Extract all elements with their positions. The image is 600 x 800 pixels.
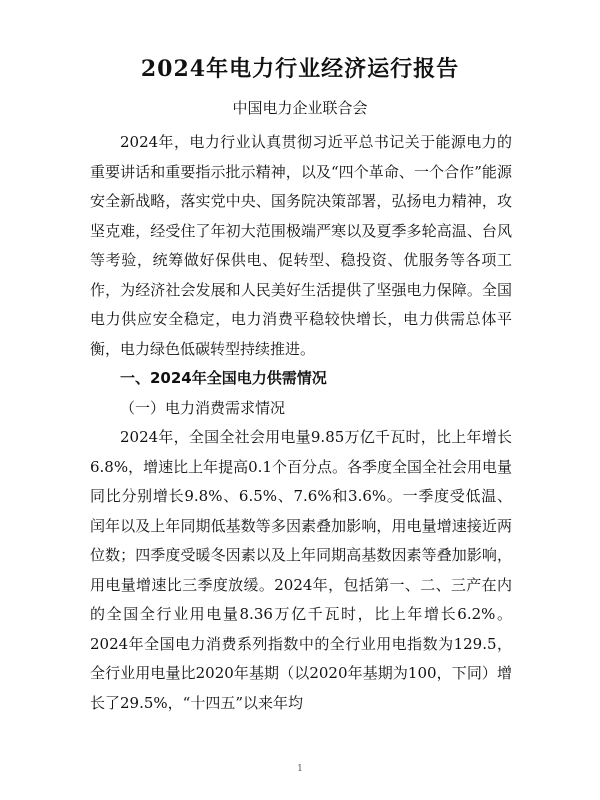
document-organization: 中国电力企业联合会: [232, 99, 368, 117]
consumption-paragraph: 2024年，全国全社会用电量9.85万亿千瓦时，比上年增长6.8%，增速比上年提高0.1个百分点。各季度全国全社会用电量同比分别增长9.8%、6.5%、7.6%和3.6%。一季度受低温、闰年以及上年同期低基数等多因素叠加影响，用电量增速接近两位数；四季度受暖冬因素以及上年同期高基数因素等叠加影响，用电量增速比三季度放缓。2024年，包括第一、二、三产在内的全国全行业用电量8.36万亿千瓦时，比上年增长6.2%。2024年全国电力消费系列指数中的全行业用电指数为129.5，全行业用电量比2020年基期（以2020年基期为100，下同）增长了29.5%，“十四五”以来年均: [90, 428, 512, 712]
intro-paragraph: 2024年，电力行业认真贯彻习近平总书记关于能源电力的重要讲话和重要指示批示精神，以及“四个革命、一个合作”能源安全新战略，落实党中央、国务院决策部署，弘扬电力精神，攻坚克难，经受住了年初大范围极端严寒以及夏季多轮高温、台风等考验，统筹做好保供电、促转型、稳投资、优服务等各项工作，为经济社会发展和人民美好生活提供了坚强电力保障。全国电力供应安全稳定，电力消费平稳较快增长，电力供需总体平衡，电力绿色低碳转型持续推进。: [90, 133, 512, 358]
section-heading: 一、2024年全国电力供需情况: [120, 369, 327, 387]
page-number: 1: [297, 764, 303, 774]
document-body: [90, 128, 512, 718]
document-title: 2024年电力行业经济运行报告: [140, 56, 460, 82]
subsection-heading: （一）电力消费需求情况: [120, 398, 286, 417]
